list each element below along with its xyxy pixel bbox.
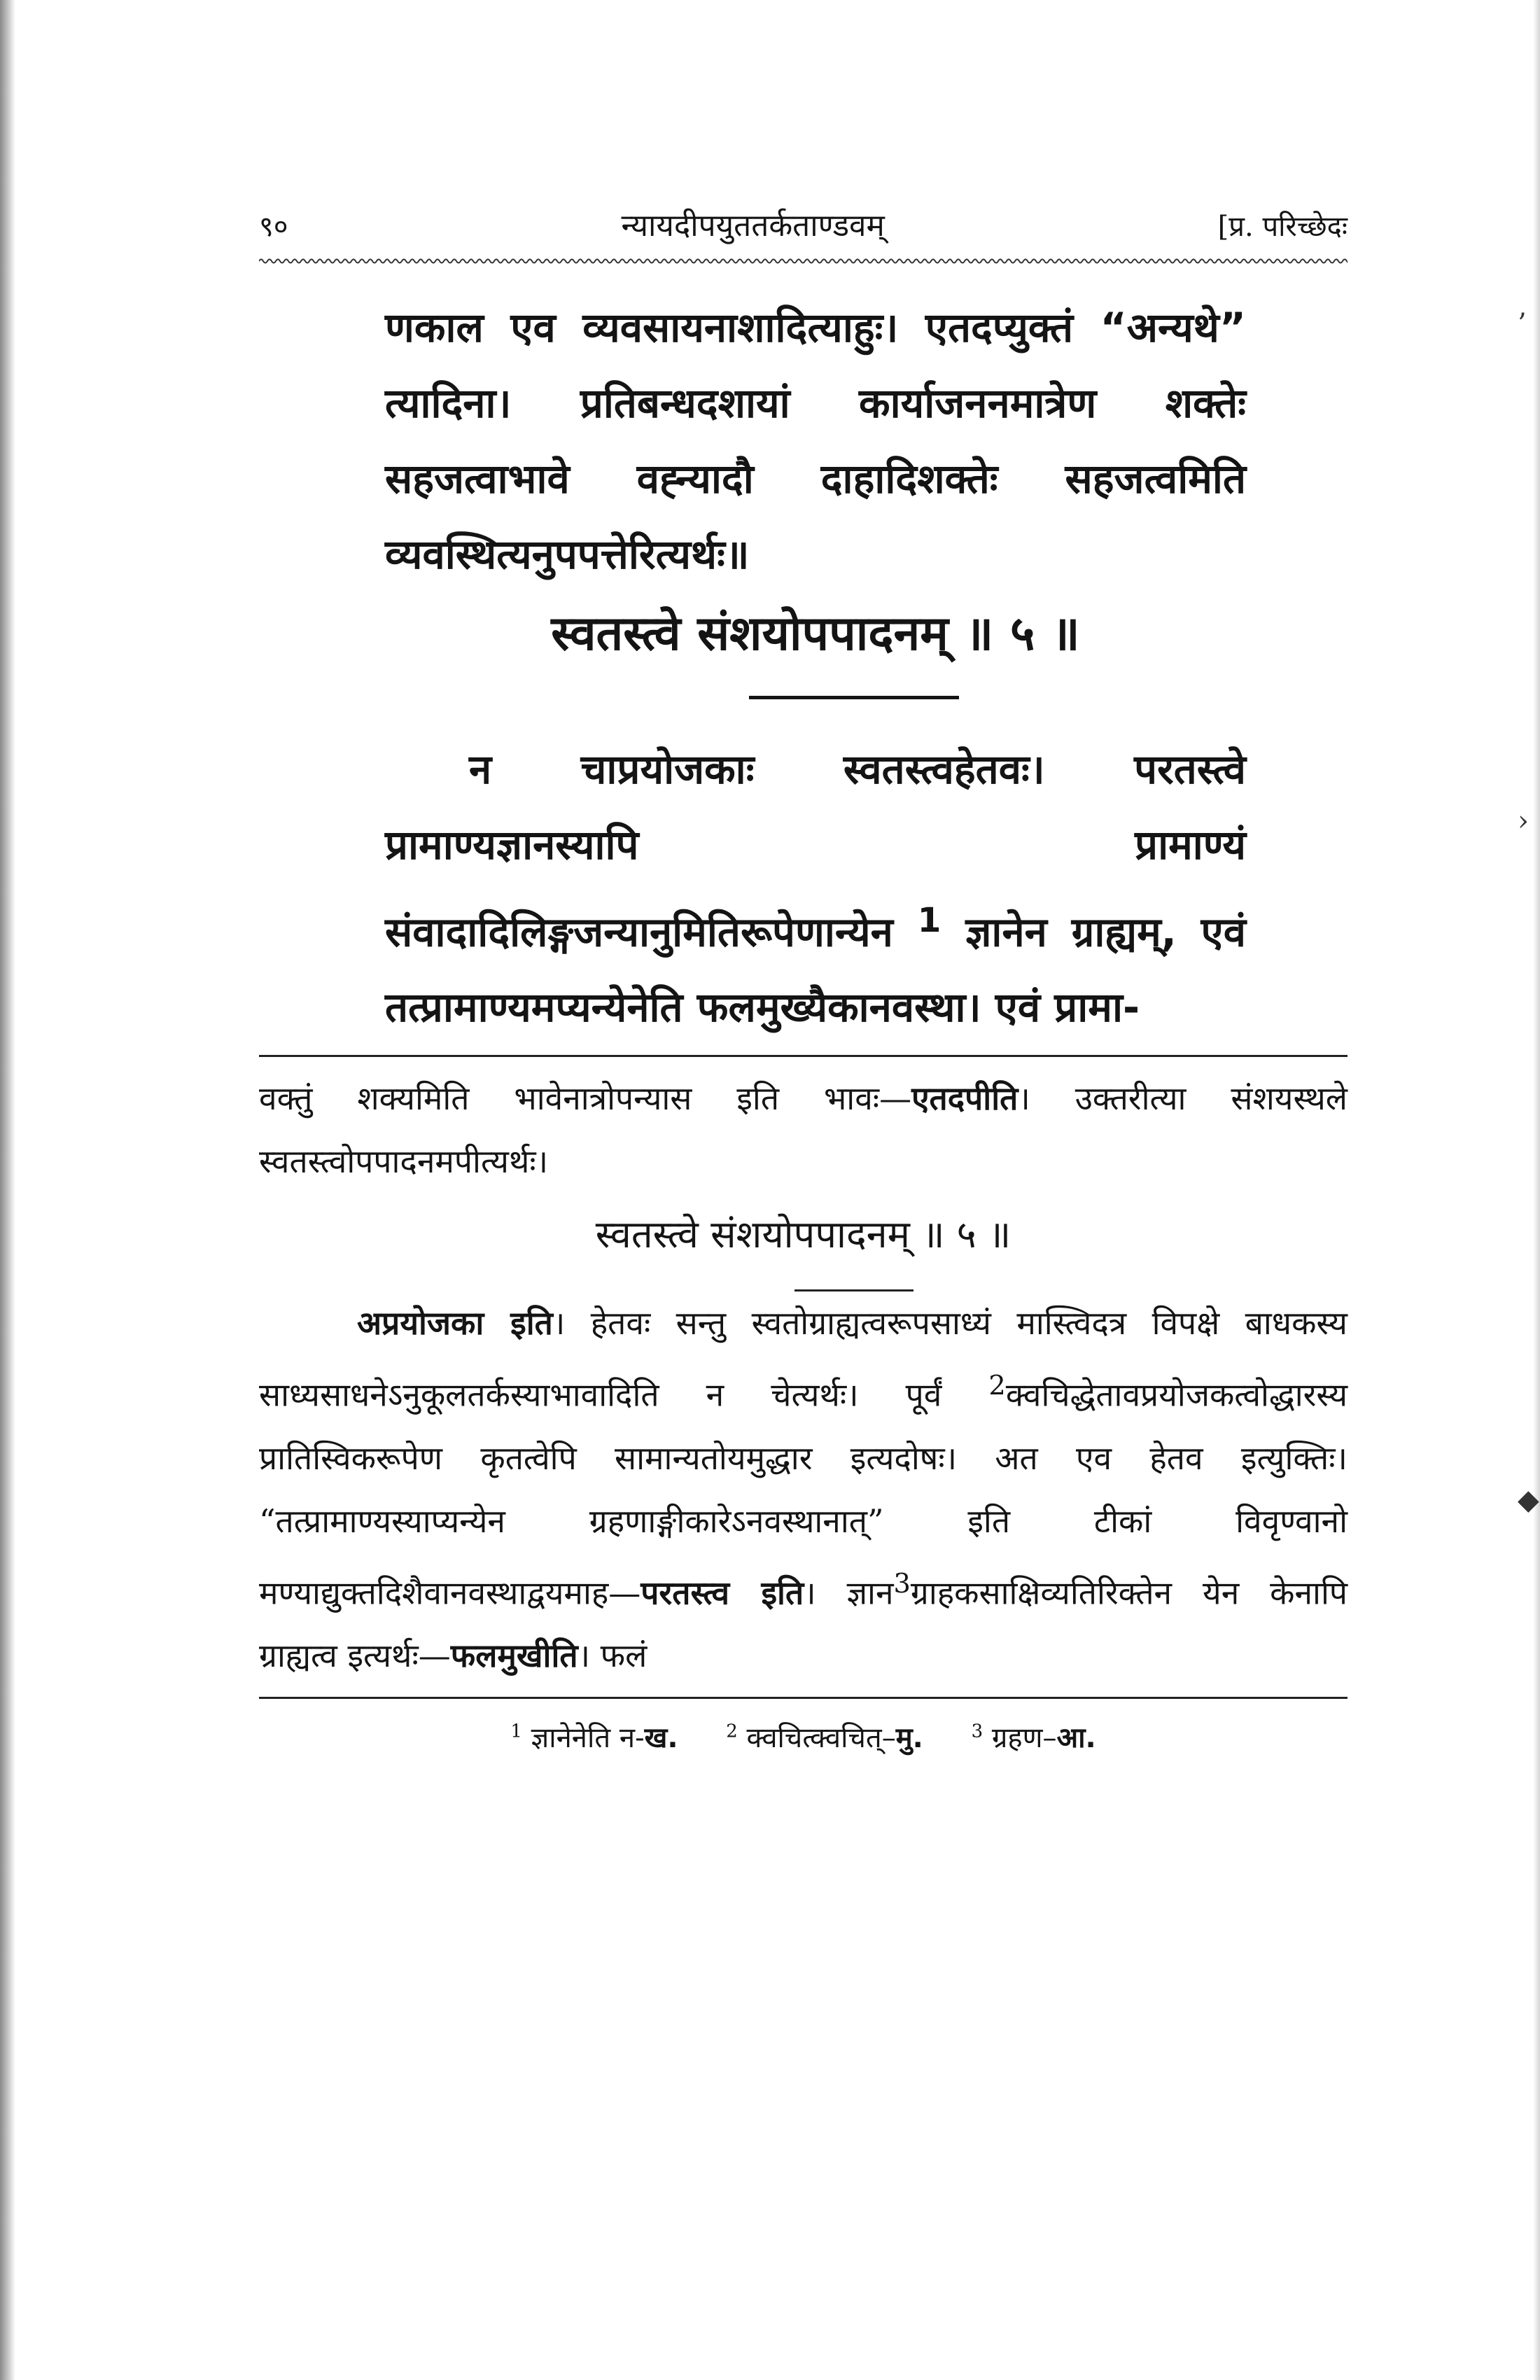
commentary-text: । ज्ञान — [804, 1573, 894, 1611]
footnote-ref: 2 — [988, 1370, 1006, 1402]
commentary-lemma: फलमुखीति — [450, 1636, 578, 1674]
footnote-text: क्वचित्क्वचित्– — [746, 1722, 896, 1755]
page-edge-right — [1533, 0, 1540, 2380]
commentary-text: क्वचिद्धेतावप्रयोजकत्वोद्धारस्य प्रातिस्विकरूपेण कृतत्वेपि सामान्यतोयमुद्धार इत्यदोषः। अत एव हेतव इत्युक्तिः। “तत्प्रामाण्यस्याप्यन्येन ग्रहणाङ्गीकारेऽनवस्थानात्” इति टीकां विवृण्वानो मण्याद्युक्तदिशैवानवस्थाद्वयमाह— — [259, 1376, 1348, 1611]
footnote-ref: 3 — [893, 1567, 911, 1600]
commentary-section-title: स्वतस्त्वे संशयोपपादनम् ॥ ५ ॥ — [595, 1212, 1011, 1257]
footnote-1 — [510, 1722, 678, 1754]
footnote-mark: 3 — [971, 1721, 983, 1742]
running-header — [259, 203, 1348, 252]
footnote-source: ख. — [644, 1722, 678, 1755]
commentary-block — [259, 1067, 1348, 1687]
footnote-divider — [259, 1697, 1348, 1699]
commentary-paragraph-2 — [259, 1292, 1348, 1687]
footnote-2 — [726, 1722, 923, 1754]
commentary-text: । हेतवः सन्तु स्वतोग्राह्यत्वरूपसाध्यं मास्त्विदत्र विपक्षे बाधकस्य साध्यसाधनेऽनुकूलतर्कस्याभावादिति न चेत्यर्थः। पूर्वं — [259, 1304, 1348, 1414]
main-text-block-2 — [385, 732, 1246, 1045]
footnote-3 — [972, 1722, 1096, 1754]
commentary-lemma: एतदपीति — [911, 1079, 1018, 1118]
footnotes — [259, 1707, 1348, 1763]
commentary-text: ग्राहकसाक्षिव्यतिरिक्तेन येन केनापि ग्राह्यत्व इत्यर्थः— — [259, 1573, 1348, 1674]
footnote-source: आ. — [1056, 1722, 1096, 1755]
footnote-mark: 1 — [510, 1721, 522, 1742]
main-text-block — [385, 290, 1246, 592]
main-paragraph-1: णकाल एव व्यवसायनाशादित्याहुः। एतदप्युक्तं “अन्यथे” त्यादिना। प्रतिबन्धदशायां कार्याजननमात्रेण शक्तेः सहजत्वाभावे वह्न्यादौ दाहादिशक्तेः सहजत्वमिति व्यवस्थित्यनुपपत्तेरित्यर्थः॥ — [385, 304, 1246, 578]
commentary-lemma: अप्रयोजका इति — [357, 1304, 553, 1343]
commentary-text: वक्तुं शक्यमिति भावेनात्रोपन्यास इति भावः— — [259, 1079, 912, 1118]
footnote-text: ग्रहण– — [991, 1722, 1057, 1755]
main-text-span: न चाप्रयोजकाः स्वतस्त्वहेतवः। परतस्त्वे प्रामाण्यज्ञानस्यापि प्रामाण्यं संवादादिलिङ्गजन्यानुमितिरूपेणान्येन — [385, 746, 1246, 956]
margin-mark: ’ — [1518, 308, 1527, 340]
commentary-lemma: परतस्त्व इति — [640, 1573, 804, 1611]
footnote-mark: 2 — [726, 1721, 738, 1742]
section-divider — [749, 696, 959, 699]
page-edge-shadow — [0, 0, 15, 2380]
section-title: स्वतस्त्वे संशयोपपादनम् ॥ ५ ॥ — [551, 606, 1080, 662]
page-content — [259, 203, 1348, 1763]
main-paragraph-2 — [385, 732, 1246, 1045]
margin-mark: ◆ — [1518, 1484, 1539, 1516]
book-title: न्यायदीपयुततर्कताण्डवम् — [621, 208, 885, 244]
header-wavy-rule — [259, 256, 1348, 266]
footnote-source: मु. — [895, 1722, 923, 1755]
commentary-text: । उक्तरीत्या संशयस्थले स्वतस्त्वोपपादनमपीत्यर्थः। — [259, 1079, 1348, 1181]
commentary-paragraph-1 — [259, 1067, 1348, 1193]
footnote-ref: 1 — [917, 901, 941, 940]
footnote-text: ज्ञानेनेति न- — [531, 1722, 645, 1755]
commentary-text: । फलं — [578, 1636, 648, 1674]
page-number: ९० — [259, 211, 288, 243]
commentary-section-divider — [794, 1289, 913, 1292]
chapter-label: [प्र. परिच्छेदः — [1217, 211, 1348, 243]
commentary-divider — [259, 1055, 1348, 1057]
margin-mark: › — [1518, 805, 1529, 837]
main-text-span: ज्ञानेन ग्राह्यम्, एवं तत्प्रामाण्यमप्यन्येनेति फलमुख्यैकानवस्था। एवं प्रामा- — [385, 908, 1246, 1032]
